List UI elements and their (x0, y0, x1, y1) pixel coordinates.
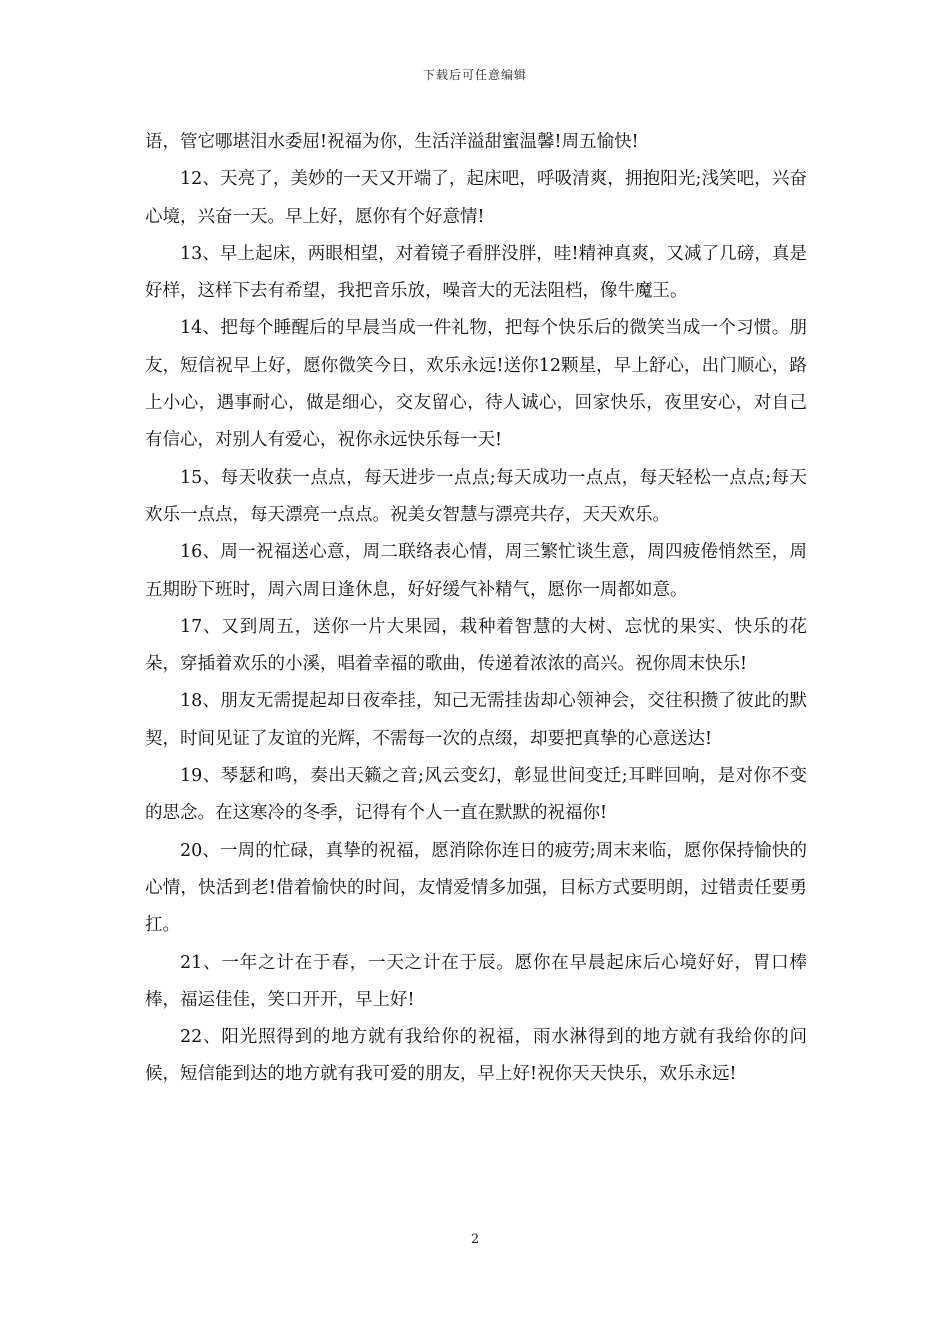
paragraph-15: 15、每天收获一点点，每天进步一点点;每天成功一点点，每天轻松一点点;每天欢乐一点点，每天漂亮一点点。祝美女智慧与漂亮共存，天天欢乐。 (145, 467, 807, 525)
paragraph-12: 12、天亮了，美妙的一天又开端了，起床吧，呼吸清爽，拥抱阳光;浅笑吧，兴奋心境，兴奋一天。早上好，愿你有个好意情! (145, 169, 807, 227)
paragraph-18: 18、朋友无需提起却日夜牵挂，知己无需挂齿却心领神会，交往积攒了彼此的默契，时间见证了友谊的光辉，不需每一次的点缀，却要把真挚的心意送达! (145, 691, 807, 749)
document-body (145, 124, 807, 1094)
paragraph-21: 21、一年之计在于春，一天之计在于辰。愿你在早晨起床后心境好好，胃口棒棒，福运佳佳，笑口开开，早上好! (145, 952, 807, 1010)
paragraph-17: 17、又到周五，送你一片大果园，栽种着智慧的大树、忘忧的果实、快乐的花朵，穿插着欢乐的小溪，唱着幸福的歌曲，传递着浓浓的高兴。祝你周末快乐! (145, 616, 807, 675)
paragraph-16: 16、周一祝福送心意，周二联络表心情，周三繁忙谈生意，周四疲倦悄然至，周五期盼下班时，周六周日逢休息，好好缓气补精气，愿你一周都如意。 (145, 542, 807, 600)
paragraph-19: 19、琴瑟和鸣，奏出天籁之音;风云变幻，彰显世间变迁;耳畔回响，是对你不变的思念。在这寒冷的冬季，记得有个人一直在默默的祝福你! (145, 766, 807, 824)
page-header: 下载后可任意编辑 (422, 68, 527, 82)
page-number: 2 (470, 1232, 480, 1247)
paragraph-22: 22、阳光照得到的地方就有我给你的祝福，雨水淋得到的地方就有我给你的问候，短信能到达的地方就有我可爱的朋友，早上好!祝你天天快乐，欢乐永远! (145, 1027, 807, 1085)
paragraph-20: 20、一周的忙碌，真挚的祝福，愿消除你连日的疲劳;周末来临，愿你保持愉快的心情，快活到老!借着愉快的时间，友情爱情多加强，目标方式要明朗，过错责任要勇扛。 (145, 840, 807, 936)
paragraph-continuation: 语，管它哪堪泪水委屈!祝福为你，生活洋溢甜蜜温馨!周五愉快! (145, 132, 639, 152)
paragraph-14: 14、把每个睡醒后的早晨当成一件礼物，把每个快乐后的微笑当成一个习惯。朋友，短信祝早上好，愿你微笑今日，欢乐永远!送你12颗星，早上舒心，出门顺心，路上小心，遇事耐心，做是细心，交友留心，待人诚心，回家快乐，夜里安心，对自己有信心，对别人有爱心，祝你永远快乐每一天! (145, 318, 807, 451)
paragraph-13: 13、早上起床，两眼相望，对着镜子看胖没胖，哇!精神真爽，又减了几磅，真是好样，这样下去有希望，我把音乐放，噪音大的无法阻档，像牛魔王。 (145, 243, 807, 302)
